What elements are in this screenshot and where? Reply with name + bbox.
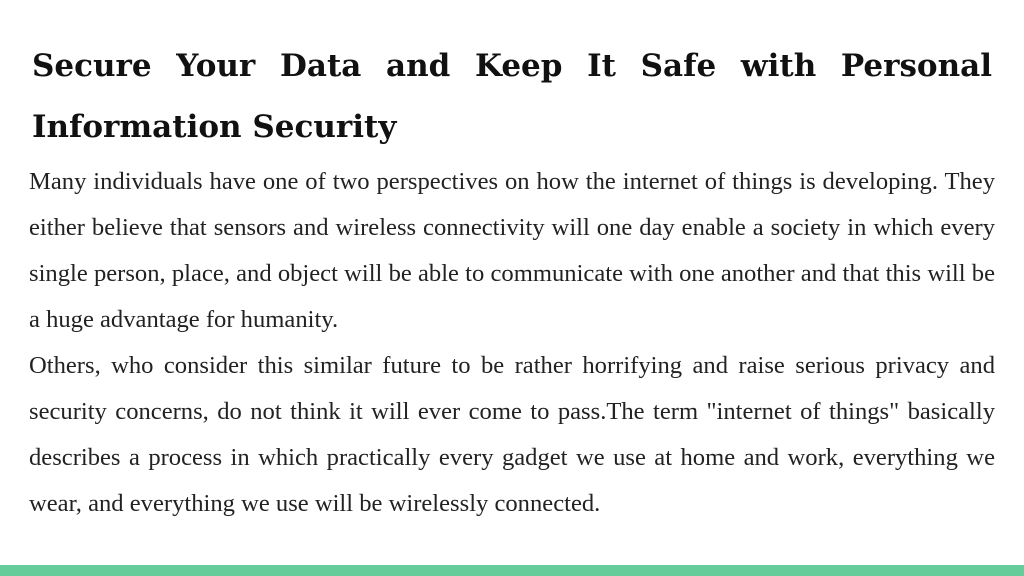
- body-text: [29, 159, 995, 527]
- page-title: Secure Your Data and Keep It Safe with Personal Information Security: [32, 48, 992, 145]
- paragraph-1: Many individuals have one of two perspectives on how the internet of things is developing. They either believe that sensors and wireless connectivity will one day enable a society in which every single person, place, and object will be able to communicate with one another and that this will be a huge advantage for humanity.: [29, 168, 995, 333]
- accent-bar: [0, 565, 1024, 576]
- paragraph-2: Others, who consider this similar future to be rather horrifying and raise serious privacy and security concerns, do not think it will ever come to pass.The term "internet of things" basically describes a process in which practically every gadget we use at home and work, everything we wear, and everything we use will be wirelessly connected.: [29, 352, 995, 517]
